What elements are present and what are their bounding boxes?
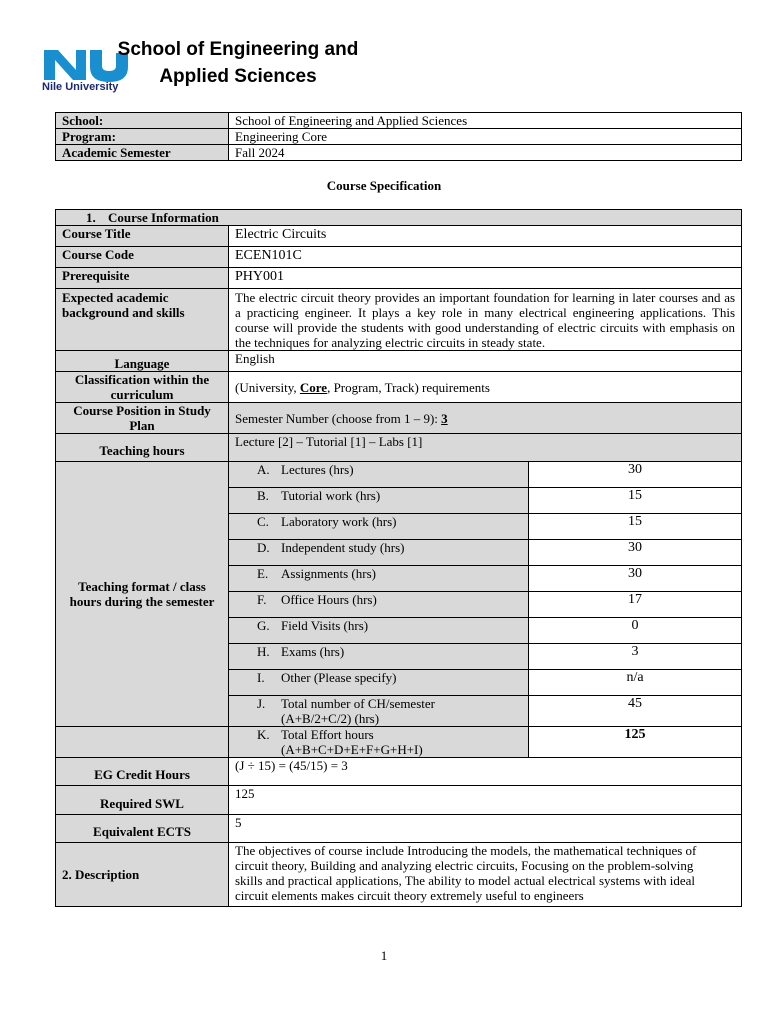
meta-label-program: Program: (56, 129, 229, 145)
format-item (229, 618, 529, 644)
table-row (56, 129, 742, 145)
format-item (229, 462, 529, 488)
format-letter: A. (257, 462, 270, 477)
format-label: Laboratory work (hrs) (281, 514, 397, 529)
meta-value-program: Engineering Core (229, 129, 742, 145)
format-letter: C. (257, 514, 269, 529)
classification-selected: Core (299, 379, 328, 395)
format-value: 30 (529, 566, 742, 592)
table-row (56, 403, 742, 434)
format-item (229, 566, 529, 592)
position-label: Course Position in Study Plan (56, 403, 229, 434)
format-letter: E. (257, 566, 269, 581)
table-row (56, 113, 742, 129)
table-row (56, 226, 742, 247)
teaching-format-label: Teaching format / class hours during the semester (56, 462, 229, 727)
format-value: 15 (529, 514, 742, 540)
swl-label: Required SWL (56, 786, 229, 815)
spec-title: Course Specification (326, 178, 442, 193)
format-letter: F. (257, 592, 267, 607)
position-semester-number: 3 (441, 410, 448, 426)
format-label: Other (Please specify) (281, 670, 397, 685)
format-label (281, 696, 435, 726)
classification-label: Classification within the curriculum (56, 372, 229, 403)
meta-value-semester: Fall 2024 (229, 145, 742, 161)
total-effort-spacer (56, 727, 229, 758)
format-value: 17 (529, 592, 742, 618)
table-row (56, 434, 742, 462)
format-value: n/a (529, 670, 742, 696)
format-row (56, 462, 742, 488)
format-label-main: Total Effort hours (281, 727, 374, 742)
eg-credit-value: (J ÷ 15) = (45/15) = 3 (229, 758, 742, 786)
table-row (56, 843, 742, 907)
format-letter: K. (257, 727, 270, 742)
format-letter: H. (257, 644, 270, 659)
section1-title: Course Information (108, 210, 219, 225)
format-label-main: Total number of CH/semester (281, 696, 435, 711)
course-code-label: Course Code (56, 247, 229, 268)
format-row (56, 727, 742, 758)
background-label: Expected academic background and skills (56, 289, 229, 351)
format-label-sub: (A+B+C+D+E+F+G+H+I) (281, 742, 423, 757)
format-item (229, 592, 529, 618)
table-row (56, 372, 742, 403)
format-letter: I. (257, 670, 265, 685)
table-row (56, 145, 742, 161)
format-label: Assignments (hrs) (281, 566, 376, 581)
format-value: 45 (529, 696, 742, 727)
table-row (56, 289, 742, 351)
swl-value: 125 (229, 786, 742, 815)
format-letter: J. (257, 696, 266, 711)
format-label: Independent study (hrs) (281, 540, 405, 555)
background-value: The electric circuit theory provides an important foundation for learning in later courses and as a practicing engineer. It plays a key role in many electrical engineering applications. This course will provide the students with good understanding of electric circuits with emphasis on the techniques for analyzing electric circuits in steady state. (229, 289, 742, 351)
format-item (229, 514, 529, 540)
position-prefix: Semester Number (choose from 1 – 9): (235, 410, 442, 426)
meta-label-semester: Academic Semester (56, 145, 229, 161)
table-row (56, 351, 742, 372)
table-row (56, 815, 742, 843)
course-title-label: Course Title (56, 226, 229, 247)
format-label: Lectures (hrs) (281, 462, 354, 477)
format-value: 3 (529, 644, 742, 670)
format-item (229, 696, 529, 727)
format-label: Exams (hrs) (281, 644, 345, 659)
description-label: 2. Description (56, 843, 229, 907)
format-value: 30 (529, 462, 742, 488)
format-item (229, 644, 529, 670)
language-value: English (229, 351, 742, 372)
format-value: 0 (529, 618, 742, 644)
format-item (229, 670, 529, 696)
format-letter: B. (257, 488, 269, 503)
ects-label: Equivalent ECTS (56, 815, 229, 843)
eg-credit-label: EG Credit Hours (56, 758, 229, 786)
classification-suffix: , Program, Track) requirements (327, 379, 490, 395)
format-label: Office Hours (hrs) (281, 592, 377, 607)
section1-number: 1. (86, 210, 96, 225)
course-title-value: Electric Circuits (229, 226, 742, 247)
format-letter: G. (257, 618, 270, 633)
page-number: 1 (380, 948, 388, 963)
format-label (281, 727, 423, 757)
meta-label-school: School: (56, 113, 229, 129)
language-label: Language (56, 351, 229, 372)
format-item (229, 488, 529, 514)
total-effort-value: 125 (529, 727, 742, 758)
table-row (56, 758, 742, 786)
format-label: Field Visits (hrs) (281, 618, 369, 633)
course-info-table (55, 209, 742, 907)
course-code-value: ECEN101C (229, 247, 742, 268)
format-value: 30 (529, 540, 742, 566)
meta-value-school: School of Engineering and Applied Sciences (229, 113, 742, 129)
prerequisite-value: PHY001 (229, 268, 742, 289)
format-letter: D. (257, 540, 270, 555)
format-label-sub: (A+B/2+C/2) (hrs) (281, 711, 380, 726)
section-header-row (56, 210, 742, 226)
format-item (229, 540, 529, 566)
teaching-hours-label: Teaching hours (56, 434, 229, 462)
format-label: Tutorial work (hrs) (281, 488, 381, 503)
meta-table (55, 112, 742, 161)
table-row (56, 268, 742, 289)
teaching-hours-value: Lecture [2] – Tutorial [1] – Labs [1] (229, 434, 742, 462)
logo-text: Nile University (42, 81, 119, 93)
table-row (56, 786, 742, 815)
position-value (229, 403, 742, 434)
ects-value: 5 (229, 815, 742, 843)
prerequisite-label: Prerequisite (56, 268, 229, 289)
classification-value (229, 372, 742, 403)
format-value: 15 (529, 488, 742, 514)
format-item (229, 727, 529, 758)
section1-header (56, 210, 742, 226)
description-value: The objectives of course include Introducing the models, the mathematical techniques of circuit theory, Building and analyzing electric circuits, Focusing on the problem-solving skills and practical applications, The ability to model actual electrical systems with ideal circuit elements makes circuit theory extremely useful to engineers (229, 843, 742, 907)
table-row (56, 247, 742, 268)
school-title: School of Engineering and Applied Sciences (117, 39, 359, 87)
classification-prefix: (University, (235, 379, 300, 395)
